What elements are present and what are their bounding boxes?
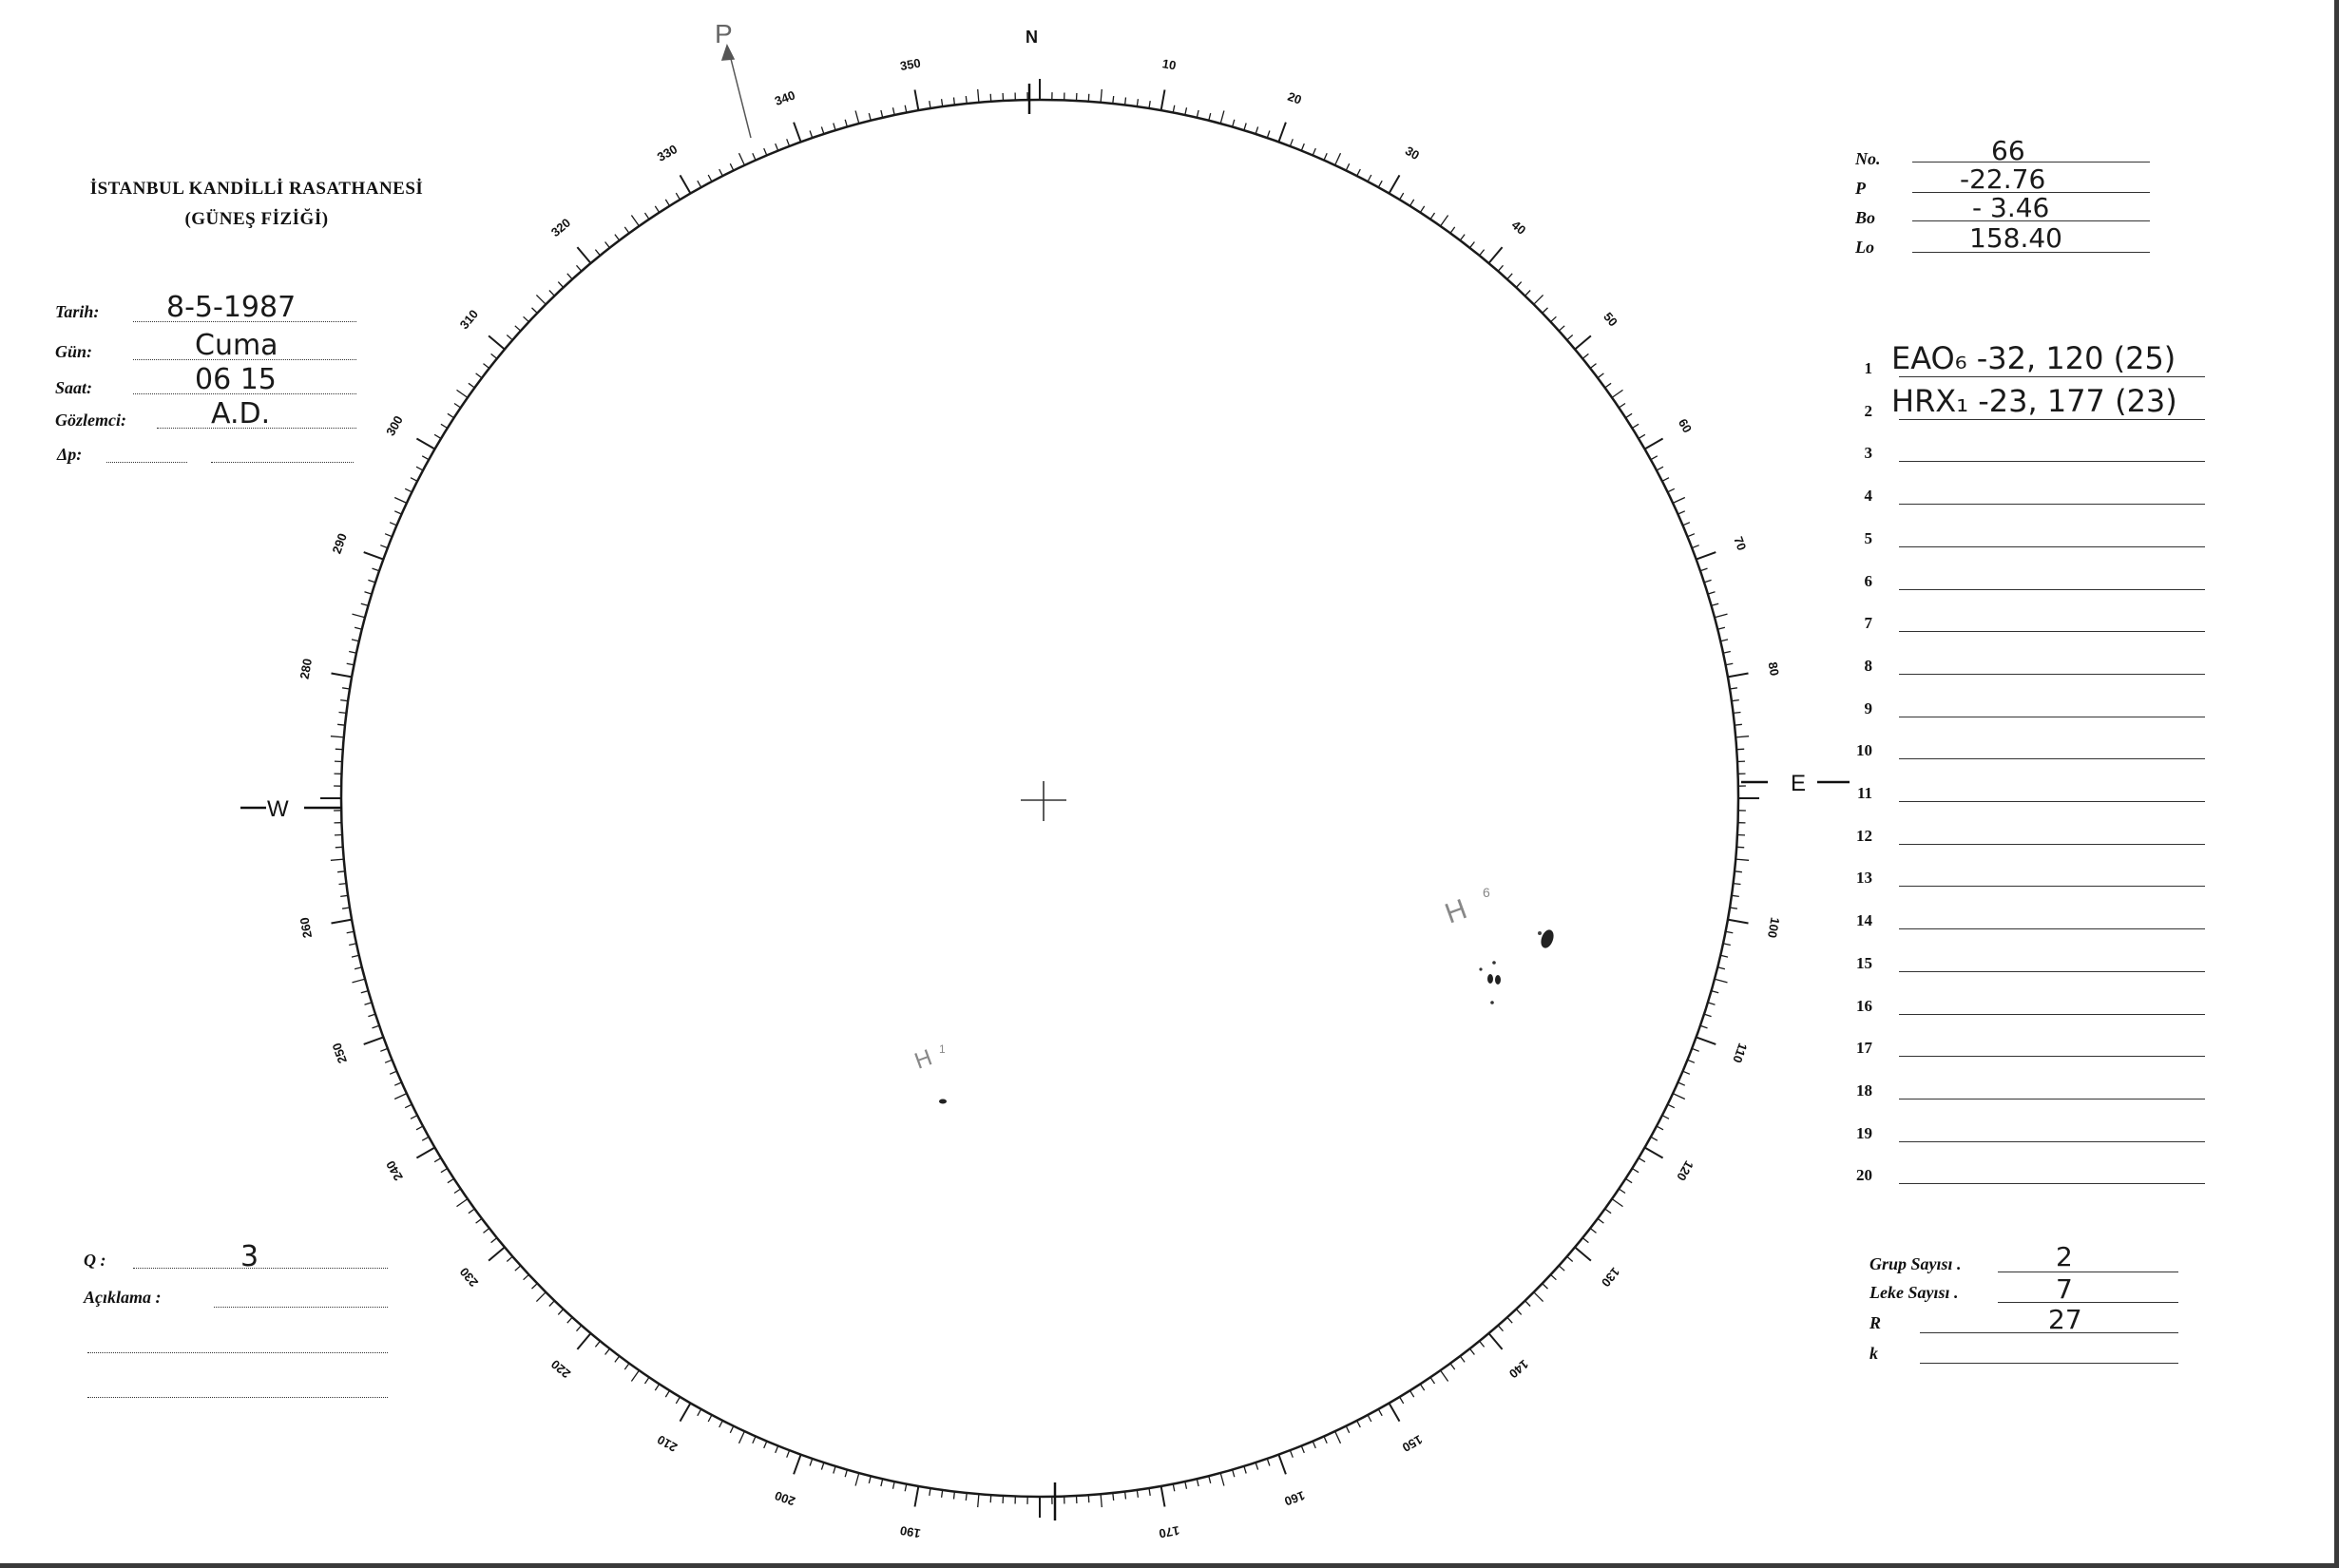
degree-label: 300 <box>383 412 406 439</box>
bo-value: - 3.46 <box>1972 192 2050 223</box>
group-row-number: 8 <box>1864 656 1872 675</box>
degree-tick <box>457 390 468 397</box>
degree-tick <box>681 1404 691 1422</box>
degree-tick <box>332 674 353 678</box>
degree-tick <box>1161 1486 1165 1507</box>
degree-tick <box>1488 1333 1502 1349</box>
time-label: Saat: <box>55 378 93 397</box>
group-row-number: 13 <box>1856 869 1872 888</box>
degree-label: 70 <box>1731 534 1750 553</box>
group-row-number: 19 <box>1856 1123 1872 1142</box>
degree-label: 30 <box>1403 143 1423 163</box>
observer-label: Gözlemci: <box>55 411 126 430</box>
q-value: 3 <box>240 1240 259 1273</box>
degree-tick <box>1728 674 1749 678</box>
degree-tick <box>1715 614 1728 618</box>
group-count-value: 2 <box>2056 1241 2073 1272</box>
group-row-number: 10 <box>1856 741 1872 760</box>
degree-tick <box>1278 1455 1286 1475</box>
degree-tick <box>631 216 639 226</box>
observatory-subtitle: (GÜNEŞ FİZİĞİ) <box>184 209 329 229</box>
degree-tick <box>1441 216 1448 226</box>
group-row-entry: EAO₆ -32, 120 (25) <box>1891 340 2176 376</box>
degree-tick <box>739 153 745 165</box>
degree-labels <box>297 56 1783 1541</box>
degree-tick <box>855 111 859 124</box>
degree-scale <box>320 79 1759 1518</box>
degree-label: 220 <box>547 1356 574 1382</box>
degree-label: 130 <box>1598 1264 1623 1291</box>
bo-label: Bo <box>1855 208 1876 227</box>
degree-tick <box>364 552 384 560</box>
degree-tick <box>364 1037 384 1044</box>
spot-count-value: 7 <box>2056 1273 2073 1305</box>
dp-label: Δp: <box>57 445 83 464</box>
east-label: E <box>1791 771 1807 796</box>
degree-tick <box>1149 1488 1150 1496</box>
day-value: Cuma <box>195 329 278 362</box>
group-row-number: 5 <box>1864 528 1872 547</box>
note-label: Açıklama : <box>84 1288 162 1307</box>
degree-tick <box>416 439 434 449</box>
degree-label: 150 <box>1399 1432 1426 1455</box>
degree-tick <box>1575 1247 1591 1260</box>
group-row-number: 18 <box>1856 1080 1872 1100</box>
no-value: 66 <box>1991 135 2025 166</box>
degree-tick <box>353 979 366 983</box>
degree-label: 40 <box>1508 217 1529 238</box>
time-value: 06 15 <box>195 363 277 396</box>
p-axis-arrow <box>722 46 751 138</box>
limb-circle <box>341 100 1738 1497</box>
degree-tick <box>978 1494 979 1507</box>
sunspot-group-h6 <box>1441 885 1556 1004</box>
sunspot-group-h1 <box>911 1042 947 1104</box>
degree-tick <box>489 1247 505 1260</box>
degree-tick <box>631 1370 639 1381</box>
degree-tick <box>1575 335 1591 349</box>
degree-tick <box>1161 90 1165 111</box>
degree-tick <box>794 123 801 143</box>
degree-tick <box>739 1431 745 1444</box>
q-label: Q : <box>84 1251 106 1270</box>
day-label: Gün: <box>55 342 93 361</box>
degree-label: 340 <box>773 87 797 108</box>
degree-label: 190 <box>898 1522 922 1541</box>
degree-tick <box>1488 247 1502 263</box>
observer-value: A.D. <box>211 397 271 430</box>
group-row-number: 15 <box>1856 953 1872 972</box>
group-row-number: 16 <box>1856 996 1872 1015</box>
degree-tick <box>1612 1199 1622 1207</box>
group-row-number: 1 <box>1864 359 1872 377</box>
degree-tick <box>342 688 350 689</box>
no-label: No. <box>1855 149 1881 168</box>
group-row-number: 2 <box>1864 401 1872 420</box>
degree-label: 120 <box>1674 1157 1697 1184</box>
degree-tick <box>394 1082 401 1085</box>
degree-tick <box>394 1094 407 1100</box>
lo-label: Lo <box>1855 238 1874 257</box>
date-label: Tarih: <box>55 302 100 321</box>
group-row-number: 7 <box>1864 614 1872 633</box>
p-value: -22.76 <box>1960 163 2046 195</box>
degree-tick <box>1441 1370 1448 1381</box>
degree-tick <box>1101 1494 1102 1507</box>
degree-label: 140 <box>1505 1356 1532 1382</box>
svg-text:H: H <box>1441 893 1471 930</box>
degree-tick <box>1645 1148 1663 1158</box>
degree-tick <box>915 90 919 111</box>
group-count-label: Grup Sayısı . <box>1869 1254 1962 1273</box>
degree-label: 310 <box>456 306 482 333</box>
degree-label: 210 <box>654 1432 681 1455</box>
degree-tick <box>1534 1292 1543 1302</box>
degree-tick <box>577 247 590 263</box>
group-row-number: 11 <box>1856 784 1872 802</box>
degree-label: 260 <box>297 916 316 940</box>
degree-tick <box>1715 979 1728 983</box>
degree-tick <box>1673 1094 1685 1100</box>
degree-tick <box>1335 1431 1341 1444</box>
north-label: N <box>1026 28 1038 47</box>
lo-value: 158.40 <box>1969 222 2062 254</box>
degree-tick <box>1612 390 1622 397</box>
degree-tick <box>577 1333 590 1349</box>
degree-tick <box>1390 1404 1400 1422</box>
p-axis-label: P <box>715 19 733 48</box>
degree-tick <box>1735 736 1749 737</box>
degree-label: 280 <box>297 657 316 680</box>
svg-text:H: H <box>911 1044 936 1075</box>
degree-label: 320 <box>547 215 574 240</box>
svg-text:6: 6 <box>1483 885 1490 900</box>
degree-label: 170 <box>1158 1522 1181 1541</box>
degree-tick <box>1697 1037 1716 1044</box>
degree-tick <box>1645 439 1663 449</box>
group-row-number: 4 <box>1864 487 1872 506</box>
degree-tick <box>1697 552 1716 560</box>
svg-text:1: 1 <box>939 1042 946 1056</box>
center-cross <box>1021 781 1066 821</box>
degree-label: 10 <box>1160 56 1178 73</box>
degree-tick <box>1678 1082 1685 1085</box>
degree-tick <box>753 1437 756 1444</box>
degree-label: 350 <box>898 55 922 74</box>
r-value: 27 <box>2048 1304 2082 1335</box>
degree-label: 110 <box>1730 1041 1751 1065</box>
degree-label: 230 <box>456 1264 482 1291</box>
degree-tick <box>1324 153 1327 160</box>
degree-label: 60 <box>1675 415 1696 435</box>
degree-tick <box>1149 101 1150 108</box>
group-row-number: 3 <box>1864 444 1872 463</box>
degree-tick <box>331 859 344 860</box>
degree-tick <box>794 1455 801 1475</box>
group-row-number: 14 <box>1856 911 1872 930</box>
degree-label: 200 <box>773 1488 797 1509</box>
degree-tick <box>489 335 505 349</box>
degree-tick <box>536 295 546 304</box>
degree-tick <box>1220 1473 1224 1486</box>
degree-tick <box>416 1148 434 1158</box>
spot-count-label: Leke Sayısı . <box>1869 1283 1959 1302</box>
p-label: P <box>1855 179 1866 198</box>
group-row-number: 17 <box>1856 1039 1872 1058</box>
group-row-entry: HRX₁ -23, 177 (23) <box>1891 382 2177 419</box>
degree-tick <box>1534 295 1543 304</box>
degree-tick <box>1278 123 1286 143</box>
degree-tick <box>978 89 979 103</box>
degree-tick <box>681 175 691 193</box>
degree-label: 290 <box>329 531 350 556</box>
degree-tick <box>353 614 366 618</box>
degree-tick <box>331 736 344 737</box>
observatory-title: İSTANBUL KANDİLLİ RASATHANESİ <box>89 179 424 199</box>
degree-tick <box>1735 859 1749 860</box>
degree-label: 250 <box>329 1041 350 1065</box>
degree-tick <box>1335 153 1341 165</box>
degree-tick <box>1324 1437 1327 1444</box>
degree-tick <box>1728 920 1749 924</box>
degree-label: 20 <box>1285 88 1304 107</box>
degree-label: 160 <box>1282 1488 1307 1509</box>
date-value: 8-5-1987 <box>166 291 297 324</box>
degree-tick <box>457 1199 468 1207</box>
group-row-number: 9 <box>1864 698 1872 717</box>
degree-tick <box>1101 89 1102 103</box>
degree-tick <box>1730 688 1737 689</box>
degree-label: 330 <box>654 142 681 164</box>
degree-tick <box>855 1473 859 1486</box>
west-label: W <box>267 796 289 822</box>
degree-tick <box>1220 111 1224 124</box>
degree-tick <box>394 511 401 514</box>
degree-label: 80 <box>1765 660 1782 678</box>
degree-tick <box>394 498 407 504</box>
degree-label: 240 <box>383 1157 406 1184</box>
degree-label: 50 <box>1601 309 1621 330</box>
degree-tick <box>332 920 353 924</box>
group-row-number: 12 <box>1856 826 1872 845</box>
degree-tick <box>915 1486 919 1507</box>
k-label: k <box>1869 1344 1878 1363</box>
degree-tick <box>1673 498 1685 504</box>
degree-tick <box>1390 175 1400 193</box>
group-row-number: 6 <box>1864 571 1872 590</box>
degree-tick <box>1678 511 1685 514</box>
degree-label: 100 <box>1764 916 1783 940</box>
group-row-number: 20 <box>1856 1166 1872 1185</box>
r-label: R <box>1869 1313 1882 1332</box>
degree-tick <box>536 1292 546 1302</box>
degree-tick <box>753 153 756 160</box>
